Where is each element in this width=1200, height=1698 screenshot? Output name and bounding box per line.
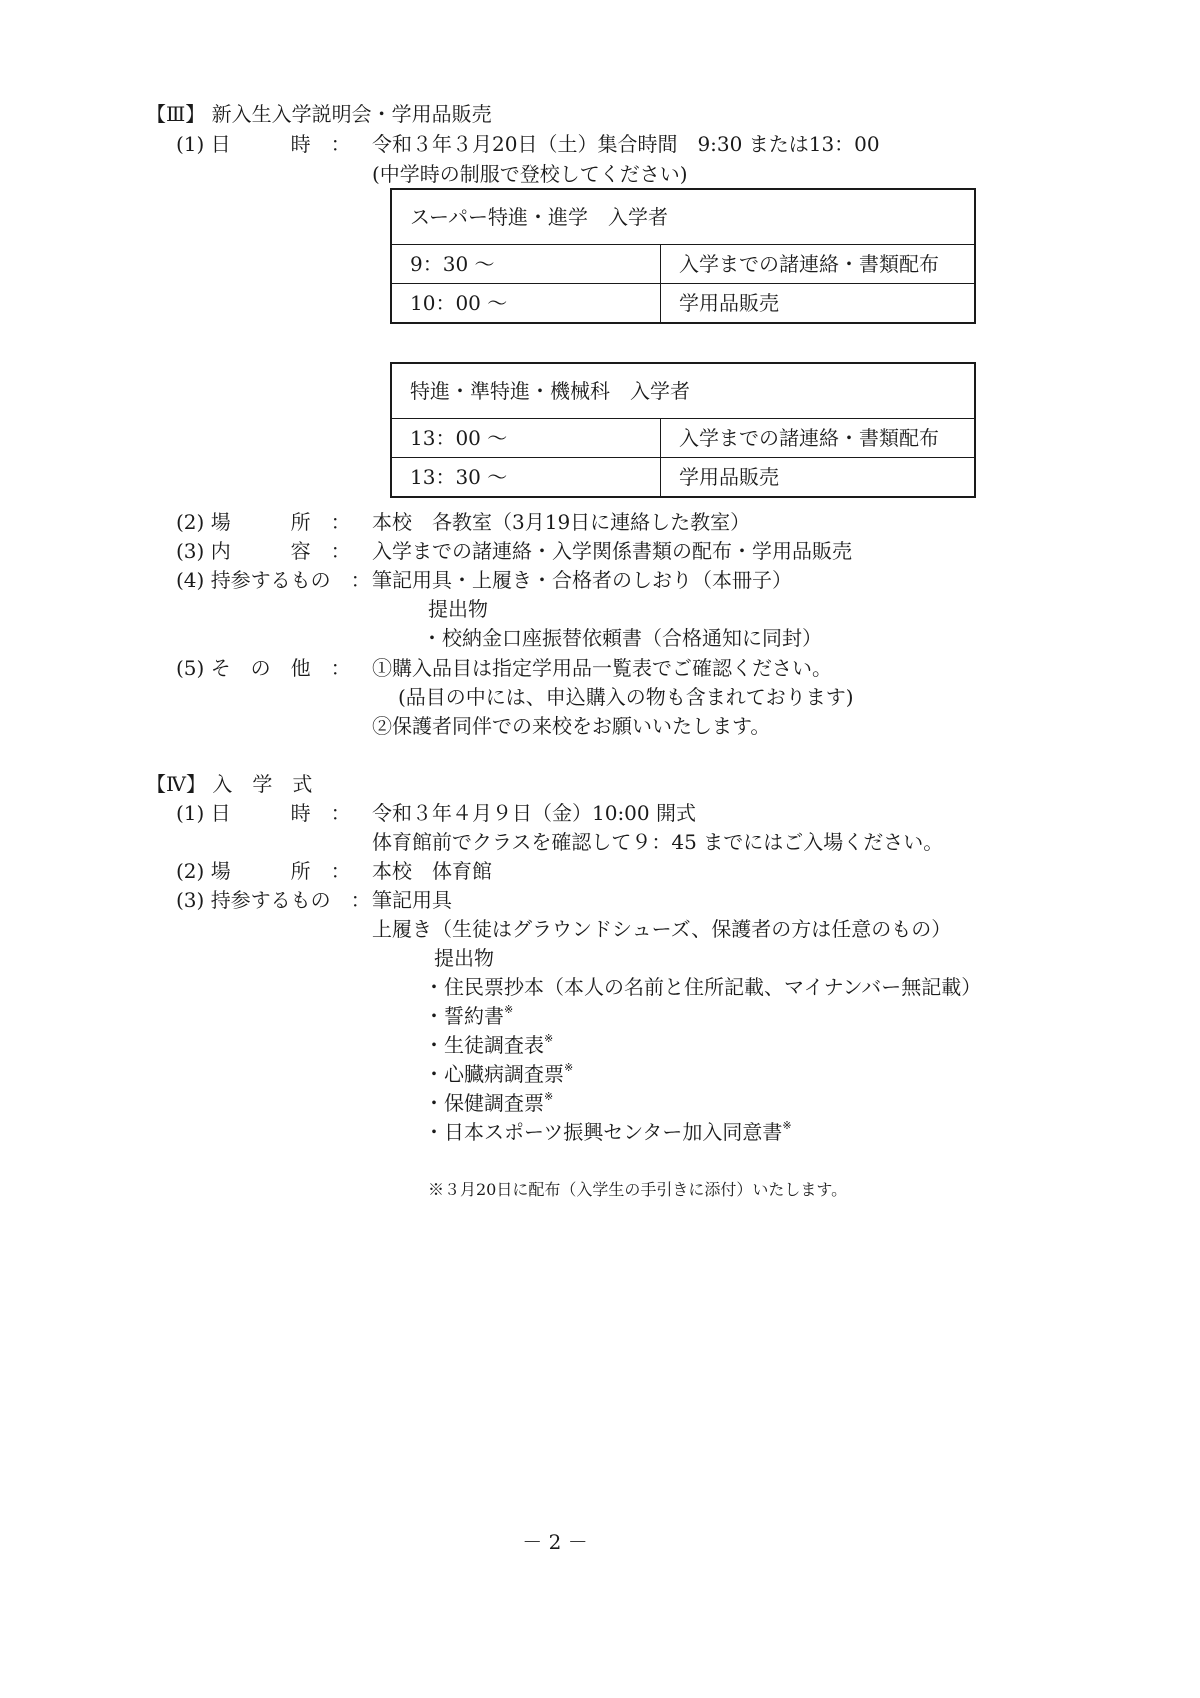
table2-header: 特進・準特進・機械科 入学者 <box>391 363 975 419</box>
s3-datetime-value: 令和３年３月20日（土）集合時間 9:30 または13：00 <box>372 132 880 156</box>
s3-other-line2: (品目の中には、申込購入の物も含まれております) <box>398 685 854 709</box>
s4-datetime-note: 体育館前でクラスを確認して９：45 までにはご入場ください。 <box>372 830 944 854</box>
s4-bring-line1: 筆記用具 <box>372 888 452 912</box>
page-number: － 2 － <box>522 1530 588 1554</box>
s3-other-label: (5) そ の 他 ： <box>176 656 351 680</box>
table-row <box>391 458 975 498</box>
table1-row2-time: 10：00 〜 <box>391 284 661 324</box>
s4-bring-line2: 上履き（生徒はグラウンドシューズ、保護者の方は任意のもの） <box>372 917 952 941</box>
schedule-table-2 <box>390 362 976 498</box>
s4-datetime-value: 令和３年４月９日（金）10:00 開式 <box>372 801 696 825</box>
s3-bring-value: 筆記用具・上履き・合格者のしおり（本冊子） <box>372 568 792 592</box>
table1-header: スーパー特進・進学 入学者 <box>391 189 975 245</box>
s3-bring-label: (4) 持参するもの ： <box>176 568 371 592</box>
s4-bring-label: (3) 持参するもの ： <box>176 888 371 912</box>
s4-submit-item-6: ・日本スポーツ振興センター加入同意書※ <box>424 1119 792 1144</box>
table2-row2-time: 13：30 〜 <box>391 458 661 498</box>
table-row <box>391 419 975 458</box>
table-row <box>391 284 975 324</box>
s4-submit-item-3: ・生徒調査表※ <box>424 1032 554 1057</box>
s3-datetime-label: (1) 日 時 ： <box>176 132 351 156</box>
s3-place-label: (2) 場 所 ： <box>176 510 351 534</box>
s3-content-label: (3) 内 容 ： <box>176 539 351 563</box>
s3-submit-heading: 提出物 <box>428 597 488 621</box>
s3-content-value: 入学までの諸連絡・入学関係書類の配布・学用品販売 <box>372 539 852 563</box>
note-mark: ※ <box>544 1032 554 1045</box>
section3-title: 【Ⅲ】 新入生入学説明会・学用品販売 <box>146 102 492 126</box>
table1-row1-time: 9：30 〜 <box>391 245 661 284</box>
s3-place-value: 本校 各教室（3月19日に連絡した教室） <box>372 510 751 534</box>
table2-row1-desc: 入学までの諸連絡・書類配布 <box>661 419 976 458</box>
section4-title: 【Ⅳ】 入 学 式 <box>146 772 313 796</box>
s4-submit-item-2: ・誓約書※ <box>424 1003 514 1028</box>
s4-datetime-label: (1) 日 時 ： <box>176 801 351 825</box>
table1-row1-desc: 入学までの諸連絡・書類配布 <box>661 245 976 284</box>
schedule-table-1 <box>390 188 976 324</box>
s4-submit-item-4: ・心臓病調査票※ <box>424 1061 574 1086</box>
s4-place-value: 本校 体育館 <box>372 859 492 883</box>
table1-row2-desc: 学用品販売 <box>661 284 976 324</box>
s4-place-label: (2) 場 所 ： <box>176 859 351 883</box>
table2-row2-desc: 学用品販売 <box>661 458 976 498</box>
s4-submit-item-5: ・保健調査票※ <box>424 1090 554 1115</box>
s3-other-line3: ②保護者同伴での来校をお願いいたします。 <box>372 714 771 738</box>
s4-footnote: ※３月20日に配布（入学生の手引きに添付）いたします。 <box>428 1180 848 1199</box>
s4-submit-heading: 提出物 <box>434 946 494 970</box>
note-mark: ※ <box>782 1119 792 1132</box>
table2-row1-time: 13：00 〜 <box>391 419 661 458</box>
s3-datetime-note: (中学時の制服で登校してください) <box>372 162 688 186</box>
note-mark: ※ <box>504 1003 514 1016</box>
table-row <box>391 245 975 284</box>
s3-submit-item: ・校納金口座振替依頼書（合格通知に同封） <box>422 626 822 650</box>
note-mark: ※ <box>544 1090 554 1103</box>
s3-other-line1: ①購入品目は指定学用品一覧表でご確認ください。 <box>372 656 832 680</box>
s4-submit-item-1: ・住民票抄本（本人の名前と住所記載、マイナンバー無記載） <box>424 975 982 999</box>
note-mark: ※ <box>564 1061 574 1074</box>
